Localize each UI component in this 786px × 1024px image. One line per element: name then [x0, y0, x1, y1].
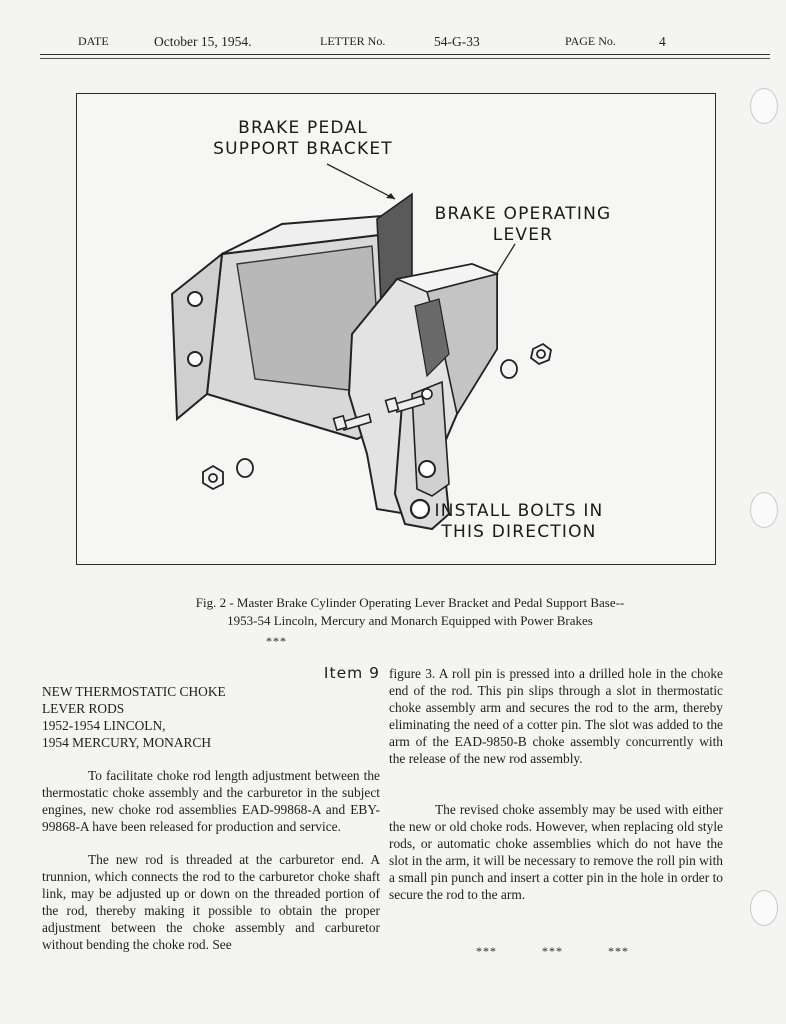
subject-line: 1952-1954 LINCOLN, — [42, 718, 166, 733]
header-rule — [40, 54, 770, 55]
item-heading: Item 9 — [323, 664, 380, 682]
header-rule — [40, 58, 770, 59]
brake-bracket-drawing — [77, 94, 715, 564]
page-number-value: 4 — [659, 34, 666, 49]
subject-line: LEVER RODS — [42, 701, 125, 716]
callout-line: LEVER — [492, 225, 554, 245]
right-column — [389, 665, 723, 903]
subject-line: NEW THERMOSTATIC CHOKE — [42, 684, 226, 699]
paragraph: To facilitate choke rod length adjustment between the thermostatic choke assembly and the carburetor in the subject engines, new choke rod assemblies EAD-99868-A and EBY-99868-A have been released for production and service. — [42, 768, 380, 834]
item-subject — [42, 683, 380, 751]
subject-line: 1954 MERCURY, MONARCH — [42, 735, 212, 750]
paragraph: figure 3. A roll pin is pressed into a drilled hole in the choke end of the rod. This pin slips through a slot in thermostatic choke assembly arm and secures the rod to the arm, thereby eliminating the need of a cotter pin. The slot was added to the arm of the EAD-9850-B choke assembly concurrently with the release of the new rod assembly. — [389, 666, 723, 766]
letter-number-value: 54-G-33 — [434, 34, 480, 49]
end-stars: *** — [608, 944, 629, 958]
caption-line: Fig. 2 - Master Brake Cylinder Operating Lever Bracket and Pedal Support Base-- — [195, 595, 625, 610]
callout-line: THIS DIRECTION — [441, 522, 597, 542]
callout-brake-operating-lever — [425, 204, 621, 246]
end-stars: *** — [476, 944, 497, 958]
caption-line: 1953-54 Lincoln, Mercury and Monarch Equipped with Power Brakes — [227, 613, 593, 628]
punch-hole — [750, 890, 778, 926]
letter-number-label: LETTER No. — [320, 34, 386, 48]
callout-line: BRAKE PEDAL — [238, 118, 368, 138]
end-stars: *** — [542, 944, 563, 958]
date-value: October 15, 1954. — [154, 34, 252, 49]
page-number-label: PAGE No. — [565, 34, 616, 48]
figure-2-illustration — [76, 93, 716, 565]
letterhead — [72, 34, 770, 54]
callout-line: BRAKE OPERATING — [434, 204, 612, 224]
callout-line: SUPPORT BRACKET — [213, 139, 393, 159]
separator-stars: *** — [266, 634, 287, 648]
callout-brake-pedal-support-bracket — [205, 118, 401, 160]
callout-line: INSTALL BOLTS IN — [434, 501, 604, 521]
punch-hole — [750, 88, 778, 124]
callout-install-bolts — [419, 501, 619, 543]
paragraph: The revised choke assembly may be used with either the new or old choke rods. However, when replacing old style rods, or automatic choke assemblies which do not have the slot in the arm, it will be necessary to remove the roll pin with a small pin punch and insert a cotter pin in the hole in order to secure the rod to the arm. — [389, 802, 723, 902]
punch-hole — [750, 492, 778, 528]
paragraph: The new rod is threaded at the carburetor end. A trunnion, which connects the rod to the carburetor choke shaft link, may be adjusted up or down on the threaded portion of the rod, thereby making it possible to obtain the proper adjustment between the choke assembly and carburetor without bending the choke rod. See — [42, 852, 380, 952]
figure-caption — [100, 594, 720, 630]
left-column — [42, 665, 380, 953]
date-label: DATE — [78, 34, 109, 48]
